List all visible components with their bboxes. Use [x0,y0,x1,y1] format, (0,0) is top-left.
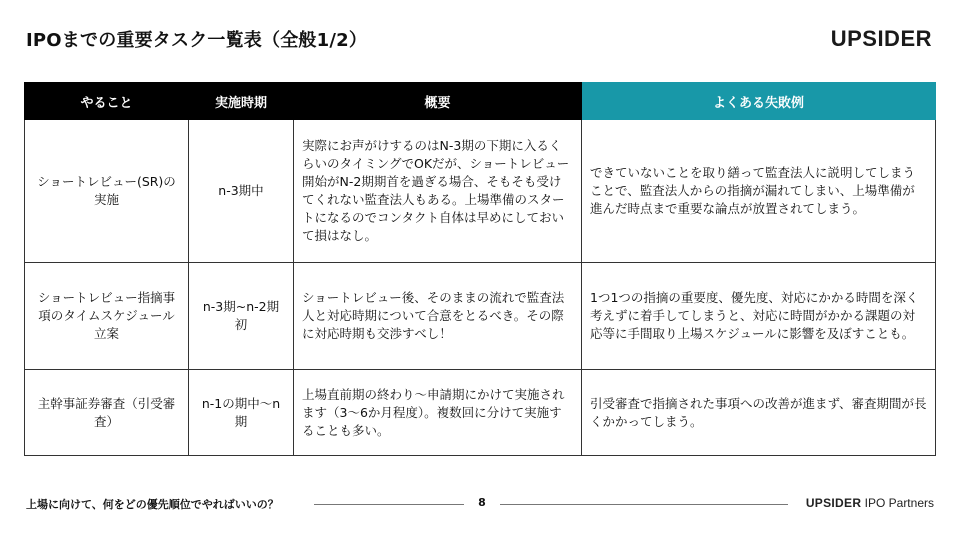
page-title: IPOまでの重要タスク一覧表（全般1/2） [26,30,368,51]
task-table [24,82,936,456]
summary-cell: 実際にお声がけするのはN-3期の下期に入るくらいのタイミングでOKだが、ショートレビュー開始がN-2期期首を過ぎる場合、そもそも受けてくれない監査法人もある。上場準備のスタートになるのでコンタクト自体は早めにしておいて損はなし。 [294,120,582,263]
table-row [25,370,936,456]
timing-cell: n-3期~n-2期初 [189,263,294,370]
table-row [25,120,936,263]
table-header-row [25,83,936,120]
page-number: 8 [478,496,486,509]
task-cell: ショートレビュー(SR)の実施 [25,120,189,263]
summary-cell: 上場直前期の終わり〜申請期にかけて実施されます（3〜6か月程度）。複数回に分けて実施することも多い。 [294,370,582,456]
footer-divider-left [314,504,464,505]
failure-cell: できていないことを取り繕って監査法人に説明してしまうことで、監査法人からの指摘が漏れてしまい、上場準備が進んだ時点まで重要な論点が放置されてしまう。 [582,120,936,263]
header-task: やること [25,83,189,120]
summary-cell: ショートレビュー後、そのままの流れで監査法人と対応時期について合意をとるべき。その際に対応時期も交渉すべし！ [294,263,582,370]
footer-brand-logo [806,496,934,510]
failure-cell: 1つ1つの指摘の重要度、優先度、対応にかかる時間を深く考えずに着手してしまうと、対応に時間がかかる課題の対応等に手間取り上場スケジュールに影響を及ぼすことも。 [582,263,936,370]
footer-divider-right [500,504,788,505]
header-summary: 概要 [294,83,582,120]
footer-caption: 上場に向けて、何をどの優先順位でやればいいの？ [26,498,279,511]
failure-cell: 引受審査で指摘された事項への改善が進まず、審査期間が長くかかってしまう。 [582,370,936,456]
footer-brand-rest: IPO Partners [861,496,934,510]
task-cell: ショートレビュー指摘事項のタイムスケジュール立案 [25,263,189,370]
header-timing: 実施時期 [189,83,294,120]
header-failure: よくある失敗例 [582,83,936,120]
timing-cell: n-1の期中〜n期 [189,370,294,456]
footer-brand-bold: UPSIDER [805,496,862,510]
upsider-logo: UPSIDER [830,26,932,51]
timing-cell: n-3期中 [189,120,294,263]
table-row [25,263,936,370]
task-cell: 主幹事証券審査（引受審査） [25,370,189,456]
